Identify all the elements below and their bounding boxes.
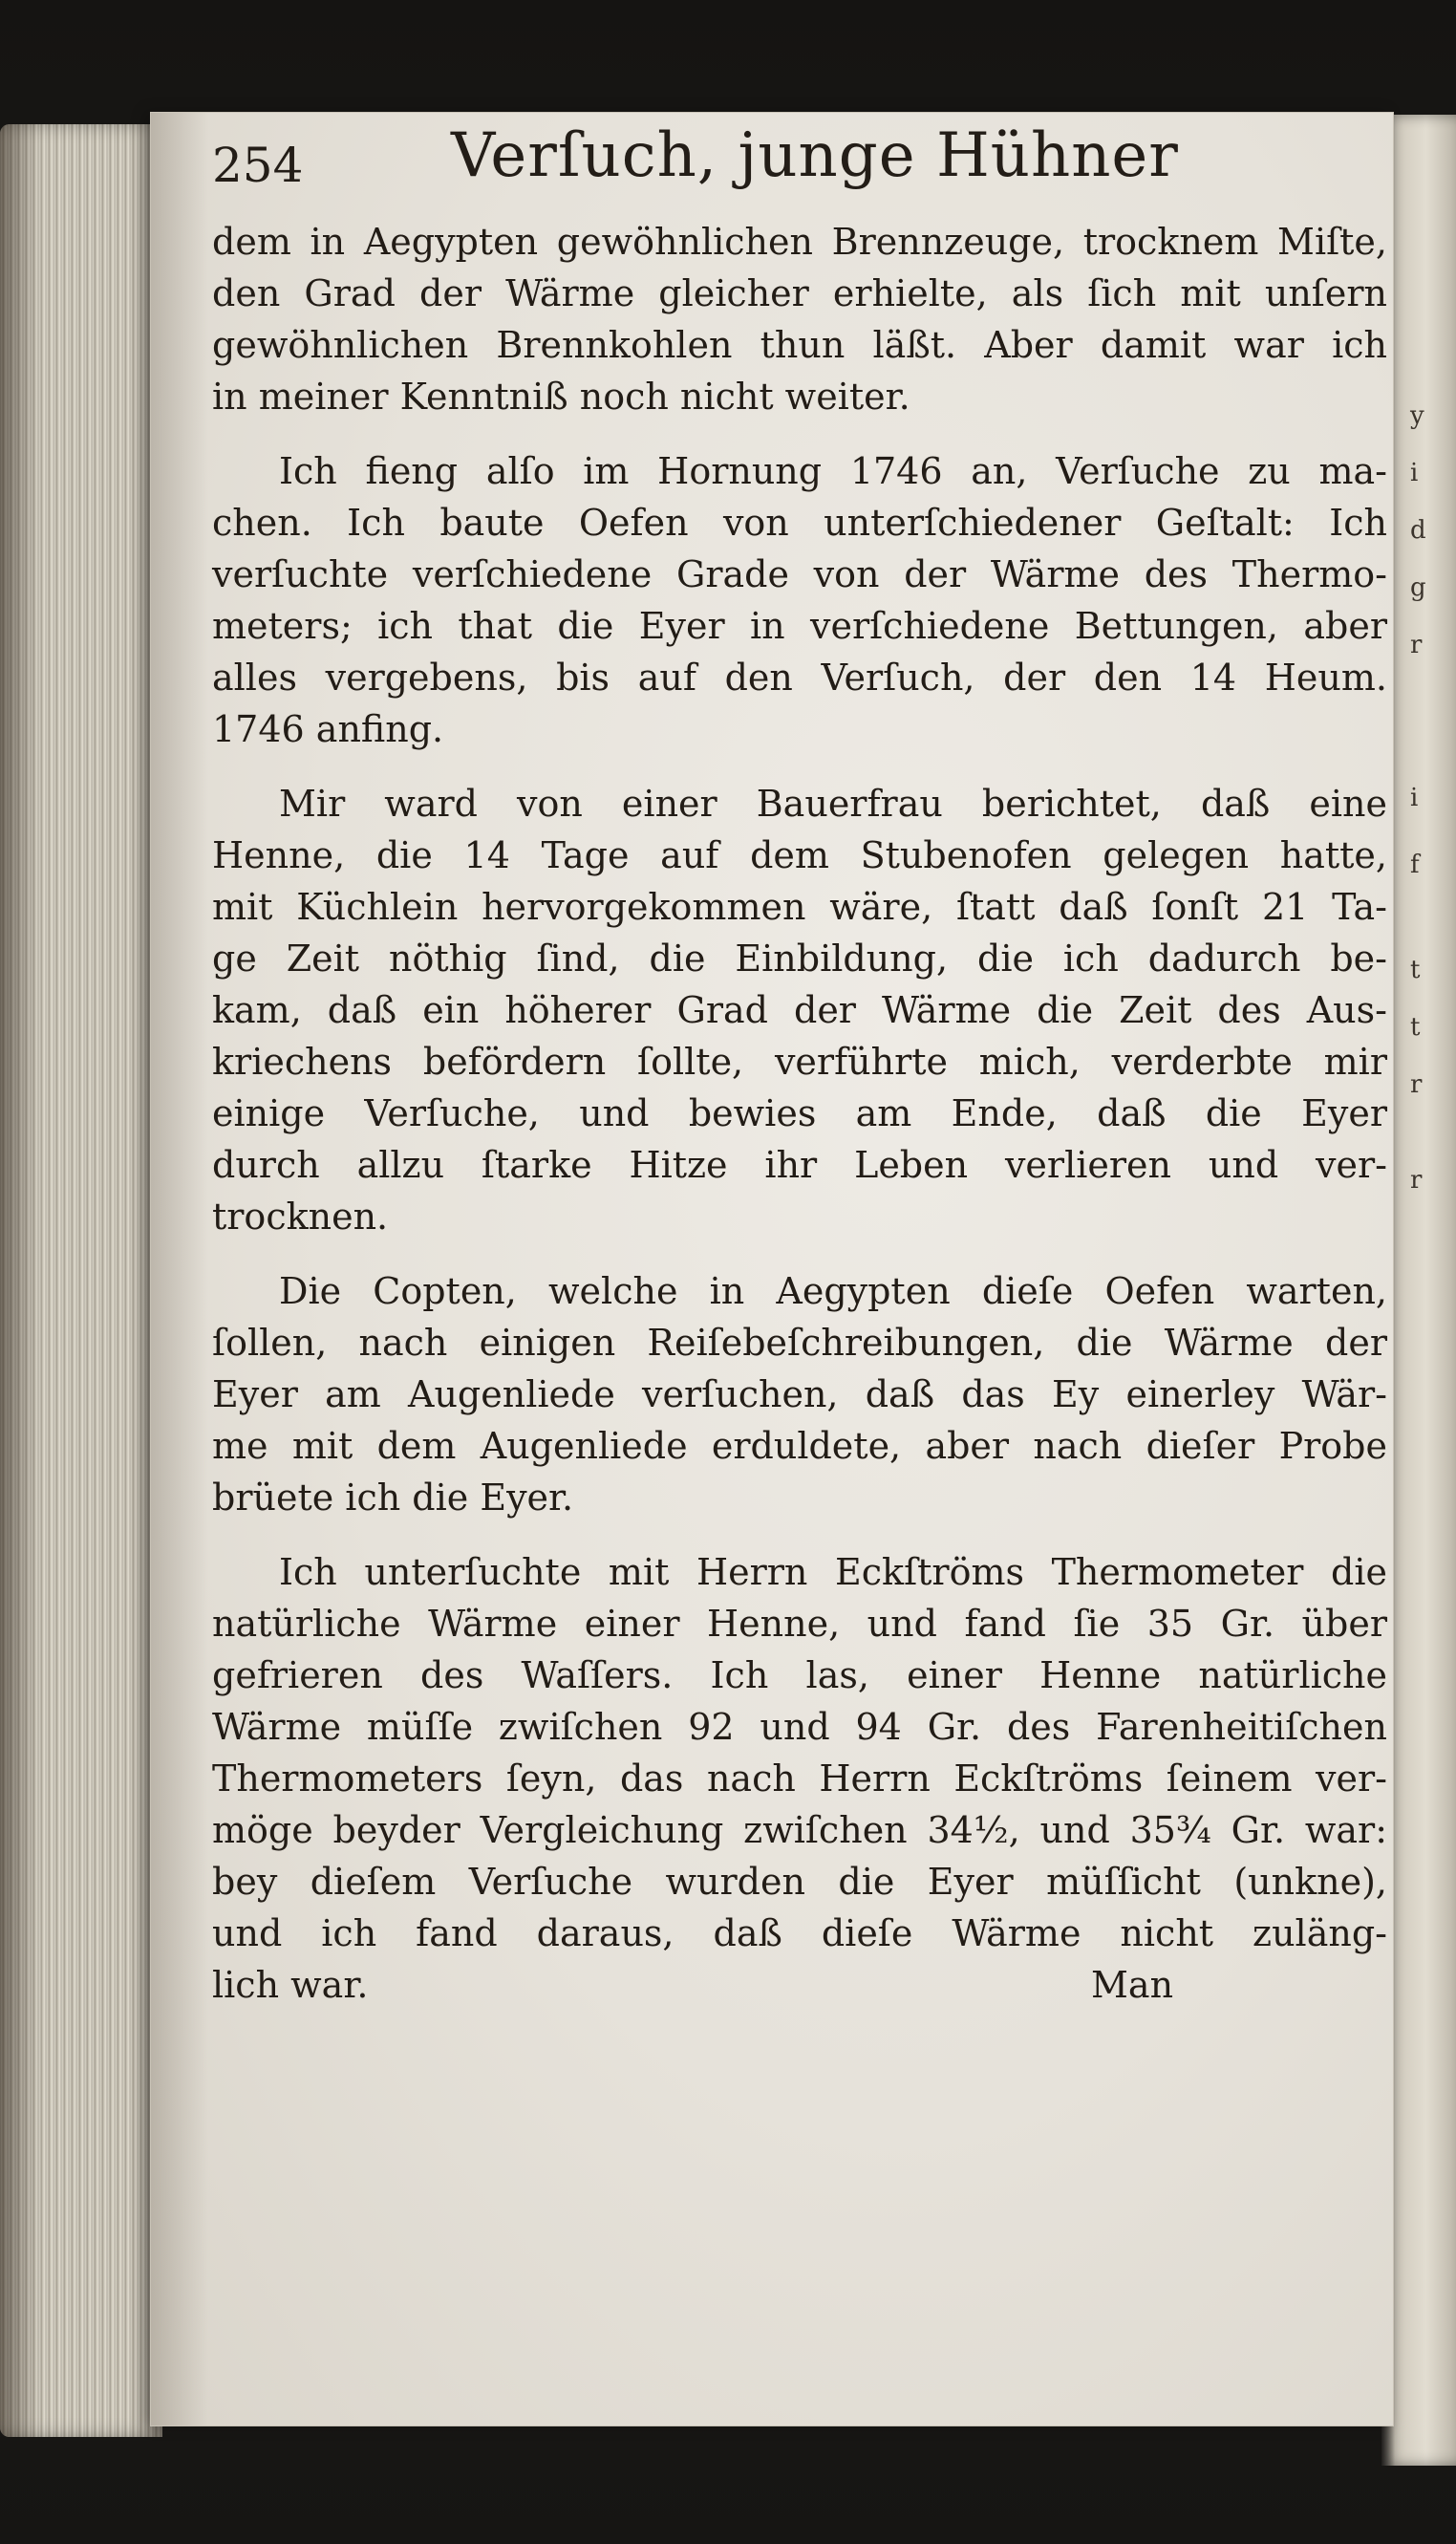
text-line: möge beyder Vergleichung zwiſchen 34½, und 35¾ Gr. war: — [212, 1809, 1387, 1851]
facing-page-letter: i — [1410, 459, 1419, 487]
text-line: verſuchte verſchiedene Grade von der Wärme des Thermo- — [212, 553, 1387, 595]
text-line: ge Zeit nöthig ſind, die Einbildung, die ich dadurch be- — [212, 938, 1387, 980]
text-line: meters; ich that die Eyer in verſchiedene Bettungen, aber — [212, 605, 1387, 647]
text-line: mit Küchlein hervorgekommen wäre, ſtatt daß ſonſt 21 Ta- — [212, 886, 1387, 928]
text-line: Eyer am Augenliede verſuchen, daß das Ey einerley Wär- — [212, 1373, 1387, 1415]
text-line: in meiner Kenntniß noch nicht weiter. — [212, 376, 910, 418]
facing-page-letter: r — [1410, 1070, 1423, 1099]
text-line: Wärme müſſe zwiſchen 92 und 94 Gr. des Farenheitiſchen — [212, 1706, 1387, 1748]
facing-page-letter: g — [1410, 573, 1426, 602]
text-line: natürliche Wärme einer Henne, und fand ſie 35 Gr. über — [212, 1603, 1387, 1645]
text-line: bey dieſem Verſuche wurden die Eyer müſſicht (unkne), — [212, 1861, 1387, 1903]
facing-page-letter: f — [1410, 851, 1420, 879]
text-line: 1746 anfing. — [212, 708, 444, 750]
catchword: Man — [1091, 1964, 1174, 2006]
facing-page-letter: i — [1410, 784, 1419, 812]
text-line: alles vergebens, bis auf den Verſuch, der den 14 Heum. — [212, 657, 1387, 699]
paragraph — [212, 778, 1387, 1242]
paragraph — [212, 216, 1387, 422]
facing-page-letter: t — [1410, 956, 1421, 984]
text-line: trocknen. — [212, 1196, 389, 1238]
text-line: lich war. — [212, 1964, 369, 2006]
text-line: den Grad der Wärme gleicher erhielte, als ſich mit unſern — [212, 272, 1387, 314]
text-line: kam, daß ein höherer Grad der Wärme die Zeit des Aus- — [212, 989, 1387, 1031]
text-line: kriechens befördern ſollte, verführte mich, verderbte mir — [212, 1041, 1387, 1083]
page-edges — [0, 124, 162, 2437]
text-line: Mir ward von einer Bauerfrau berichtet, daß eine — [279, 783, 1387, 825]
text-line: gewöhnlichen Brennkohlen thun läßt. Aber damit war ich — [212, 324, 1387, 366]
page-header — [212, 115, 1187, 210]
text-line: Henne, die 14 Tage auf dem Stubenofen gelegen hatte, — [212, 834, 1387, 876]
text-line: dem in Aegypten gewöhnlichen Brennzeuge, trocknem Miſte, — [212, 221, 1387, 263]
text-line: brüete ich die Eyer. — [212, 1477, 574, 1519]
text-line: me mit dem Augenliede erduldete, aber nach dieſer Probe — [212, 1425, 1387, 1467]
text-line: und ich fand daraus, daß dieſe Wärme nicht zuläng- — [212, 1912, 1387, 1954]
paragraph — [212, 1546, 1387, 2011]
text-line: Thermometers ſeyn, das nach Herrn Eckſtröms ſeinem ver- — [212, 1757, 1387, 1800]
facing-page-letter: r — [1410, 1166, 1423, 1195]
text-line: chen. Ich baute Oefen von unterſchiedener Geſtalt: Ich — [212, 502, 1387, 544]
paragraph — [212, 1265, 1387, 1523]
paragraph — [212, 445, 1387, 755]
text-line: gefrieren des Waſſers. Ich las, einer Henne natürliche — [212, 1654, 1387, 1696]
facing-page-letter: r — [1410, 631, 1423, 659]
page-number: 254 — [212, 138, 304, 193]
text-line: Ich fieng alſo im Hornung 1746 an, Verſuche zu ma- — [279, 450, 1387, 492]
facing-page-letter: y — [1410, 401, 1424, 430]
text-line: Die Copten, welche in Aegypten dieſe Oefen warten, — [279, 1270, 1387, 1312]
facing-page-letter: t — [1410, 1013, 1421, 1042]
body-text — [212, 216, 1387, 2034]
text-line: durch allzu ſtarke Hitze ihr Leben verlieren und ver- — [212, 1144, 1387, 1186]
text-line: Ich unterſuchte mit Herrn Eckſtröms Thermometer die — [279, 1551, 1387, 1593]
running-head: Verſuch, junge Hühner — [451, 120, 1179, 191]
facing-page-letter: d — [1410, 516, 1426, 545]
text-line: ſollen, nach einigen Reiſebeſchreibungen, die Wärme der — [212, 1322, 1387, 1364]
text-line: einige Verſuche, und bewies am Ende, daß die Eyer — [212, 1092, 1387, 1134]
